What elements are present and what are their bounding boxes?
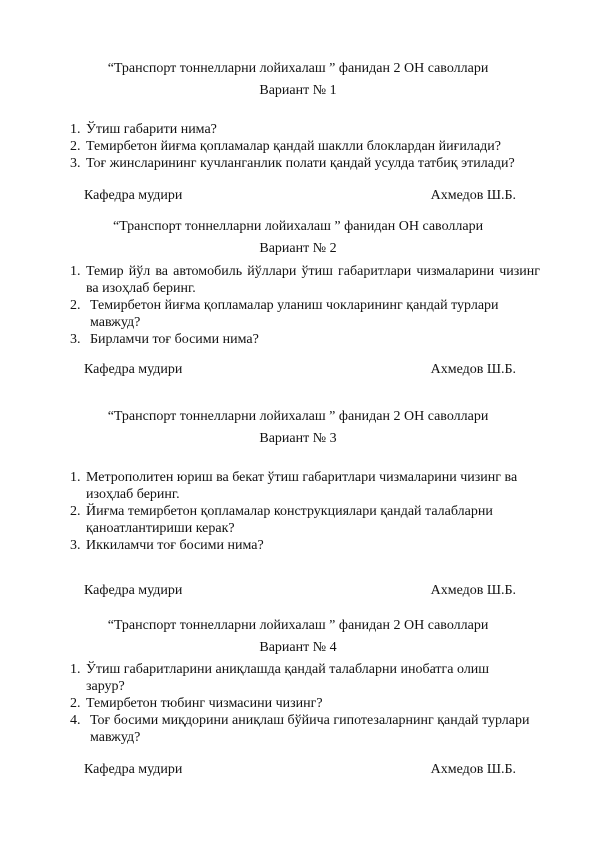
variant-3-question-1 [70,469,540,503]
variant-2-number: Вариант № 2 [259,241,337,256]
question-text: Тоғ босими миқдорини аниқлаш бўйича гипотезаларнинг қандай турлари мавжуд? [90,713,530,745]
question-text: Йиғма темирбетон қопламалар конструкциялари қандай талабларни қаноатлантириши керак? [86,504,493,536]
variant-2-question-3 [70,331,540,348]
variant-4-question-1 [70,661,540,695]
question-number: 1. [70,264,81,279]
signatory-name: Ахмедов Ш.Б. [430,583,516,598]
variant-1-question-2 [70,138,540,155]
question-number: 1. [70,122,81,137]
signatory-name: Ахмедов Ш.Б. [430,188,516,203]
variant-3-number: Вариант № 3 [259,431,337,446]
question-number: 4. [70,713,81,728]
signatory-name: Ахмедов Ш.Б. [430,362,516,377]
question-text: Темир йўл ва автомобиль йўллари ўтиш габаритлари чизмаларини чизинг ва изоҳлаб беринг. [86,264,540,296]
question-text: Метрополитен юриш ва бекат ўтиш габаритлари чизмаларини чизинг ва изоҳлаб беринг. [86,470,518,502]
question-number: 2. [70,298,81,313]
department-head-label: Кафедра мудири [84,188,183,203]
question-text: Темирбетон йиғма қопламалар қандай шаклли блоклардан йиғилади? [86,139,501,154]
variant-1-title: “Транспорт тоннелларни лойихалаш ” фанидан 2 ОН саволлари [107,61,489,76]
question-text: Ўтиш габарити нима? [86,122,217,137]
question-text: Ўтиш габаритларини аниқлашда қандай талабларни инобатга олиш зарур? [86,662,490,694]
variant-3-title: “Транспорт тоннелларни лойихалаш ” фанидан 2 ОН саволлари [107,409,489,424]
question-number: 3. [70,538,81,553]
question-text: Тоғ жинсларининг кучланганлик полати қандай усулда татбиқ этилади? [86,156,515,171]
question-number: 3. [70,332,81,347]
question-number: 2. [70,139,81,154]
variant-2-question-1 [70,263,540,297]
question-number: 1. [70,662,81,677]
question-number: 3. [70,156,81,171]
variant-1-question-3 [70,155,540,172]
variant-1-question-1 [70,121,540,138]
variant-2-question-2 [70,297,540,331]
variant-3-question-2 [70,503,540,537]
question-text: Темирбетон йиғма қопламалар уланиш чокларининг қандай турлари мавжуд? [90,298,499,330]
department-head-label: Кафедра мудири [84,762,183,777]
department-head-label: Кафедра мудири [84,362,183,377]
variant-3-question-3 [70,537,540,554]
question-number: 1. [70,470,81,485]
question-number: 2. [70,504,81,519]
question-text: Бирламчи тоғ босими нима? [90,332,259,347]
question-text: Иккиламчи тоғ босими нима? [86,538,264,553]
variant-4-title: “Транспорт тоннелларни лойихалаш ” фанидан 2 ОН саволлари [107,618,489,633]
signatory-name: Ахмедов Ш.Б. [430,762,516,777]
variant-1-number: Вариант № 1 [259,83,337,98]
department-head-label: Кафедра мудири [84,583,183,598]
question-number: 2. [70,696,81,711]
question-text: Темирбетон тюбинг чизмасини чизинг? [86,696,323,711]
variant-4-question-2 [70,695,540,712]
variant-4-number: Вариант № 4 [259,640,337,655]
variant-2-title: “Транспорт тоннелларни лойихалаш ” фанидан ОН саволлари [112,219,484,234]
variant-4-question-3 [70,712,540,746]
